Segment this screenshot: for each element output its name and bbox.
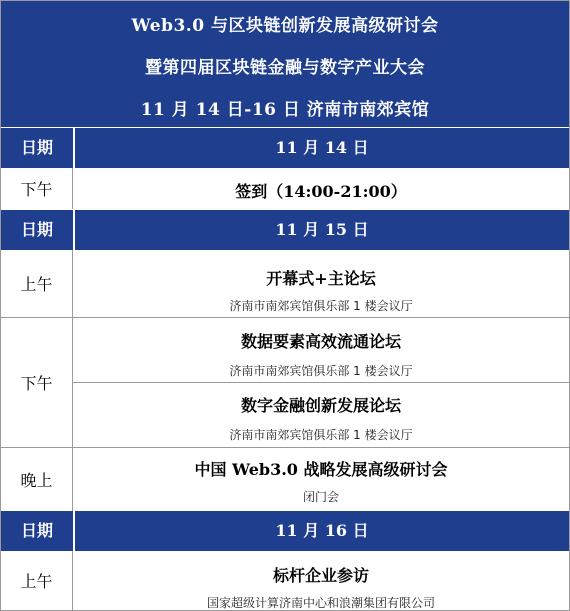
date-value: 11 月 15 日 [275,220,369,239]
event-title-text: 标杆企业参访 [272,566,369,585]
date-band-day3 [1,511,569,551]
event-venue-text: 国家超级计算济南中心和浪潮集团有限公司 [206,596,435,610]
period-cell: 上午 [1,250,73,317]
event-cell [73,551,569,610]
event-title-text: 签到（14:00-21:00） [235,182,407,201]
event-cell [73,318,569,382]
period-cell: 下午 [1,168,73,209]
date-value: 11 月 14 日 [275,138,369,157]
event-cell [73,168,569,209]
event-title-text: 中国 Web3.0 战略发展高级研讨会 [194,460,448,479]
event-date-venue: 11 月 14 日-16 日 济南市南郊宾馆 [140,100,430,120]
event-subtitle: 暨第四届区块链金融与数字产业大会 [145,58,425,78]
event-venue-text: 济南市南郊宾馆俱乐部 1 楼会议厅 [229,428,413,442]
event-title-text: 开幕式+主论坛 [266,269,376,288]
event-venue-text: 闭门会 [302,490,339,504]
event-title: Web3.0 与区块链创新发展高级研讨会 [131,16,439,36]
date-band-day1 [1,128,569,168]
date-label: 日期 [20,138,53,157]
period-cell: 下午 [1,318,73,447]
event-title-text: 数据要素高效流通论坛 [240,332,401,351]
date-label: 日期 [20,220,53,239]
date-label: 日期 [20,521,53,540]
event-cell [73,448,569,511]
event-cell [73,383,569,447]
period-cell: 上午 [1,551,73,610]
date-band-day2 [1,210,569,250]
event-venue-text: 济南市南郊宾馆俱乐部 1 楼会议厅 [229,364,413,378]
date-value: 11 月 16 日 [275,521,369,540]
period-cell: 晚上 [1,448,73,511]
event-title-text: 数字金融创新发展论坛 [240,396,401,415]
event-venue-text: 济南市南郊宾馆俱乐部 1 楼会议厅 [229,299,413,313]
event-cell [73,250,569,317]
agenda-header [1,1,569,127]
